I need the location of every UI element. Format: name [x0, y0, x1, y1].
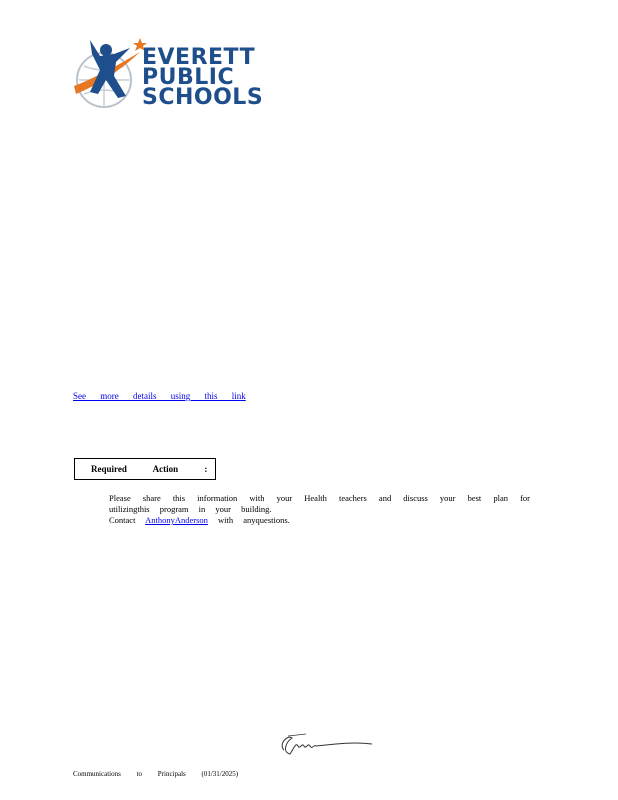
logo-wordmark	[142, 45, 264, 110]
list-item	[90, 493, 530, 515]
list-item	[90, 515, 530, 526]
everett-public-schools-logo	[70, 36, 264, 112]
contact-prefix: Contact	[109, 515, 136, 525]
logo-line-3: SCHOOLS	[142, 85, 264, 110]
logo-emblem-icon	[70, 36, 150, 112]
logo-line-2: PUBLIC	[142, 65, 235, 90]
logo-line-1: EVERETT	[142, 45, 256, 70]
contact-suffix: with anyquestions.	[218, 515, 290, 525]
signature-icon	[276, 728, 376, 758]
details-link[interactable]: See more details using this link	[73, 391, 246, 401]
page-footer: Communications to Principals (01/31/2025)	[73, 770, 239, 778]
action-bullet-list	[90, 493, 530, 526]
bullet-text: Please share this information with your Health teachers and discuss your best plan for utilizingthis program in your building.	[109, 493, 530, 514]
contact-link[interactable]: AnthonyAnderson	[145, 515, 208, 525]
required-action-box: Required Action :	[74, 458, 216, 480]
